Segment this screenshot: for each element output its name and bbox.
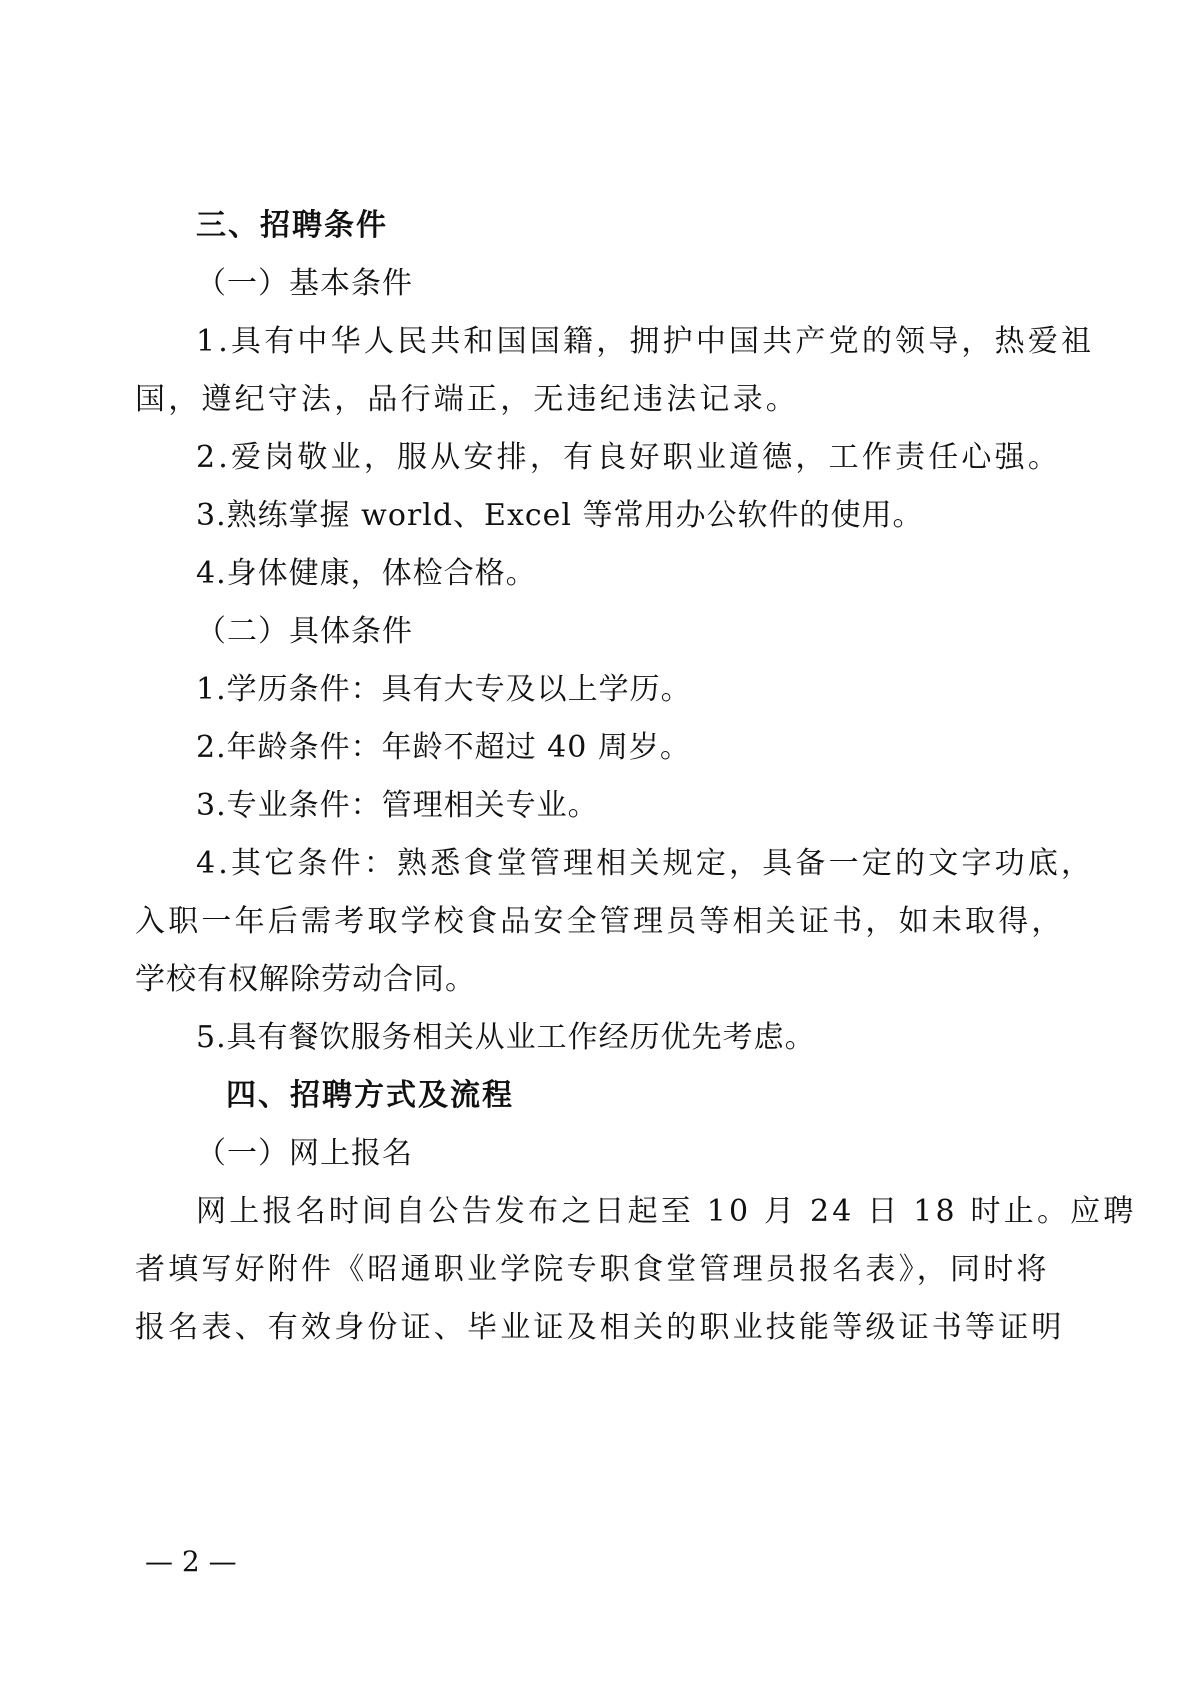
page-number: — 2 — [145,1545,237,1578]
section-3-heading: 三、招聘条件 [196,208,388,243]
specific-condition-4-line-3: 学校有权解除劳动合同。 [135,962,476,997]
specific-condition-3: 3.专业条件：管理相关专业。 [196,788,599,823]
basic-condition-4: 4.身体健康，体检合格。 [196,556,537,591]
subsection-specific-conditions-title: （二）具体条件 [196,614,413,649]
basic-condition-1-line-1: 1.具有中华人民共和国国籍，拥护中国共产党的领导，热爱祖 [196,324,1095,359]
specific-condition-4-line-1: 4.其它条件：熟悉食堂管理相关规定，具备一定的文字功底， [196,846,1095,881]
specific-condition-2: 2.年龄条件：年龄不超过 40 周岁。 [196,730,691,765]
specific-condition-1: 1.学历条件：具有大专及以上学历。 [196,672,692,707]
basic-condition-2: 2.爱岗敬业，服从安排，有良好职业道德，工作责任心强。 [196,440,1062,475]
subsection-basic-conditions-title: （一）基本条件 [196,266,413,301]
registration-paragraph-line-2: 者填写好附件《昭通职业学院专职食堂管理员报名表》，同时将 [135,1252,1050,1287]
basic-condition-1-line-2: 国，遵纪守法，品行端正，无违纪违法记录。 [135,382,799,417]
section-4-heading: 四、招聘方式及流程 [226,1078,514,1113]
registration-paragraph-line-1: 网上报名时间自公告发布之日起至 10 月 24 日 18 时止。应聘 [196,1194,1137,1229]
registration-paragraph-line-3: 报名表、有效身份证、毕业证及相关的职业技能等级证书等证明 [135,1310,1065,1345]
specific-condition-5: 5.具有餐饮服务相关从业工作经历优先考虑。 [196,1020,816,1055]
specific-condition-4-line-2: 入职一年后需考取学校食品安全管理员等相关证书，如未取得， [135,904,1065,939]
subsection-online-registration-title: （一）网上报名 [196,1136,413,1171]
basic-condition-3: 3.熟练掌握 world、Excel 等常用办公软件的使用。 [196,498,924,533]
